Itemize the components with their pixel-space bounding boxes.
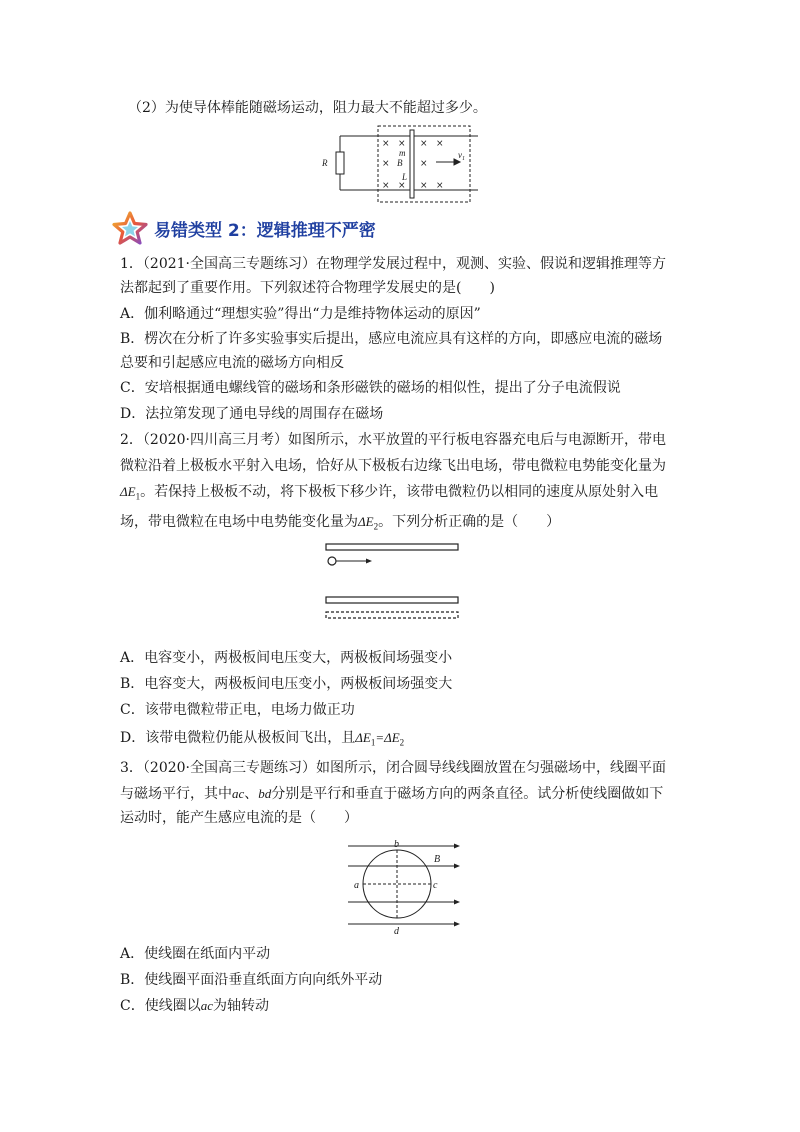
q2-option-a: A．电容变小，两极板间电压变大，两极板间场强变小 xyxy=(120,650,453,666)
field-cross: × xyxy=(398,139,406,149)
section-title: 易错类型 2：逻辑推理不严密 xyxy=(154,220,376,241)
field-b-label: B xyxy=(434,854,441,865)
q3-stem-line2-head: 与磁场平行，其中 xyxy=(120,786,232,802)
diameter-ac-label: ac xyxy=(232,786,245,801)
mass-label: m xyxy=(399,148,406,158)
velocity-label: $v_1$ xyxy=(458,150,465,162)
charged-particle xyxy=(328,557,336,565)
q3-option-c-head: C．使线圈以 xyxy=(120,998,201,1014)
point-b-label: b xyxy=(394,839,399,850)
length-label: L xyxy=(402,172,408,182)
q1-option-a: A．伽利略通过“理想实验”得出“力是维持物体运动的原因” xyxy=(120,306,481,322)
q1-stem-line2: 法都起到了重要作用。下列叙述符合物理学发展史的是( ) xyxy=(120,280,495,296)
prev-question-part2: （2）为使导体棒能随磁场运动，阻力最大不能超过多少。 xyxy=(128,100,487,116)
resistor xyxy=(336,152,344,174)
point-d-label: d xyxy=(394,926,399,936)
q2-stem-line4 xyxy=(120,512,560,537)
q3-stem-line2 xyxy=(120,784,663,804)
rail-rod-figure xyxy=(318,122,486,206)
q2-stem-line4-head: 场，带电微粒在电场中电势能变化量为 xyxy=(120,514,358,530)
lower-plate xyxy=(326,597,458,603)
q3-stem-line3: 运动时，能产生感应电流的是（ ） xyxy=(120,810,358,826)
delta-e2-symbol: $\Delta E_2$ xyxy=(358,514,379,532)
q1-option-b-line1: B．楞次在分析了许多实验事实后提出，感应电流应具有这样的方向，即感应电流的磁场 xyxy=(120,331,663,347)
star-icon xyxy=(110,210,150,246)
delta-e1-symbol: $\Delta E_1$ xyxy=(120,484,141,502)
q2-stem-line4-tail: 。下列分析正确的是（ ） xyxy=(378,514,561,530)
q3-option-c xyxy=(120,996,269,1016)
q2-option-d-text: D．该带电微粒仍能从极板间飞出，且 xyxy=(120,730,356,746)
q1-stem-line1: 1．（2021·全国高三专题练习）在物理学发展过程中，观测、实验、假说和逻辑推理等方 xyxy=(120,256,666,272)
q2-option-d xyxy=(120,728,404,753)
field-cross: × xyxy=(382,159,390,169)
field-cross: × xyxy=(382,181,390,191)
q3-stem-line1: 3．（2020·全国高三专题练习）如图所示，闭合圆导线线圈放置在匀强磁场中，线圈平面 xyxy=(120,760,666,776)
field-cross: × xyxy=(420,139,428,149)
q1-option-c: C．安培根据通电螺线管的磁场和条形磁铁的磁场的相似性，提出了分子电流假说 xyxy=(120,380,621,396)
equals-sign: = xyxy=(375,730,385,745)
delta-e2-symbol: $\Delta E_2$ xyxy=(384,730,405,748)
capacitor-figure xyxy=(322,540,462,624)
field-label: B xyxy=(397,158,403,168)
axis-ac-label: ac xyxy=(200,998,213,1013)
q3-stem-line2-tail: 分别是平行和垂直于磁场方向的两条直径。试分析使线圈做如下 xyxy=(271,786,664,802)
field-cross: × xyxy=(382,139,390,149)
point-a-label: a xyxy=(354,880,359,891)
q1-option-d: D．法拉第发现了通电导线的周围存在磁场 xyxy=(120,406,384,422)
lower-plate-moved xyxy=(326,612,458,618)
q2-stem-line1: 2．（2020·四川高三月考）如图所示，水平放置的平行板电容器充电后与电源断开，带电 xyxy=(120,432,666,448)
resistor-label: R xyxy=(322,158,328,168)
field-cross: × xyxy=(436,181,444,191)
separator: 、 xyxy=(244,786,259,802)
q2-stem-line3-text: 。若保持上极板不动，将下极板下移少许，该带电微粒仍以相同的速度从原处射入电 xyxy=(140,484,659,500)
q3-option-c-tail: 为轴转动 xyxy=(213,998,269,1014)
diameter-bd-label: bd xyxy=(258,786,272,801)
field-cross: × xyxy=(398,181,406,191)
conductor-rod xyxy=(410,130,414,198)
q2-stem-line2: 微粒沿着上极板水平射入电场，恰好从下极板右边缘飞出电场，带电微粒电势能变化量为 xyxy=(120,458,666,474)
point-c-label: c xyxy=(433,880,438,891)
q3-option-a: A．使线圈在纸面内平动 xyxy=(120,946,271,962)
field-cross: × xyxy=(436,139,444,149)
field-cross: × xyxy=(420,159,428,169)
field-cross: × xyxy=(420,181,428,191)
section-heading xyxy=(110,210,376,246)
q2-option-b: B．电容变大，两极板间电压变小，两极板间场强变大 xyxy=(120,676,453,692)
delta-e1-symbol: $\Delta E_1$ xyxy=(355,730,376,748)
q2-stem-line3 xyxy=(120,482,658,507)
q1-option-b-line2: 总要和引起感应电流的磁场方向相反 xyxy=(120,355,344,371)
q2-option-c: C．该带电微粒带正电，电场力做正功 xyxy=(120,702,355,718)
coil-field-figure xyxy=(342,836,466,936)
upper-plate xyxy=(326,544,458,550)
q3-option-b: B．使线圈平面沿垂直纸面方向向纸外平动 xyxy=(120,972,383,988)
